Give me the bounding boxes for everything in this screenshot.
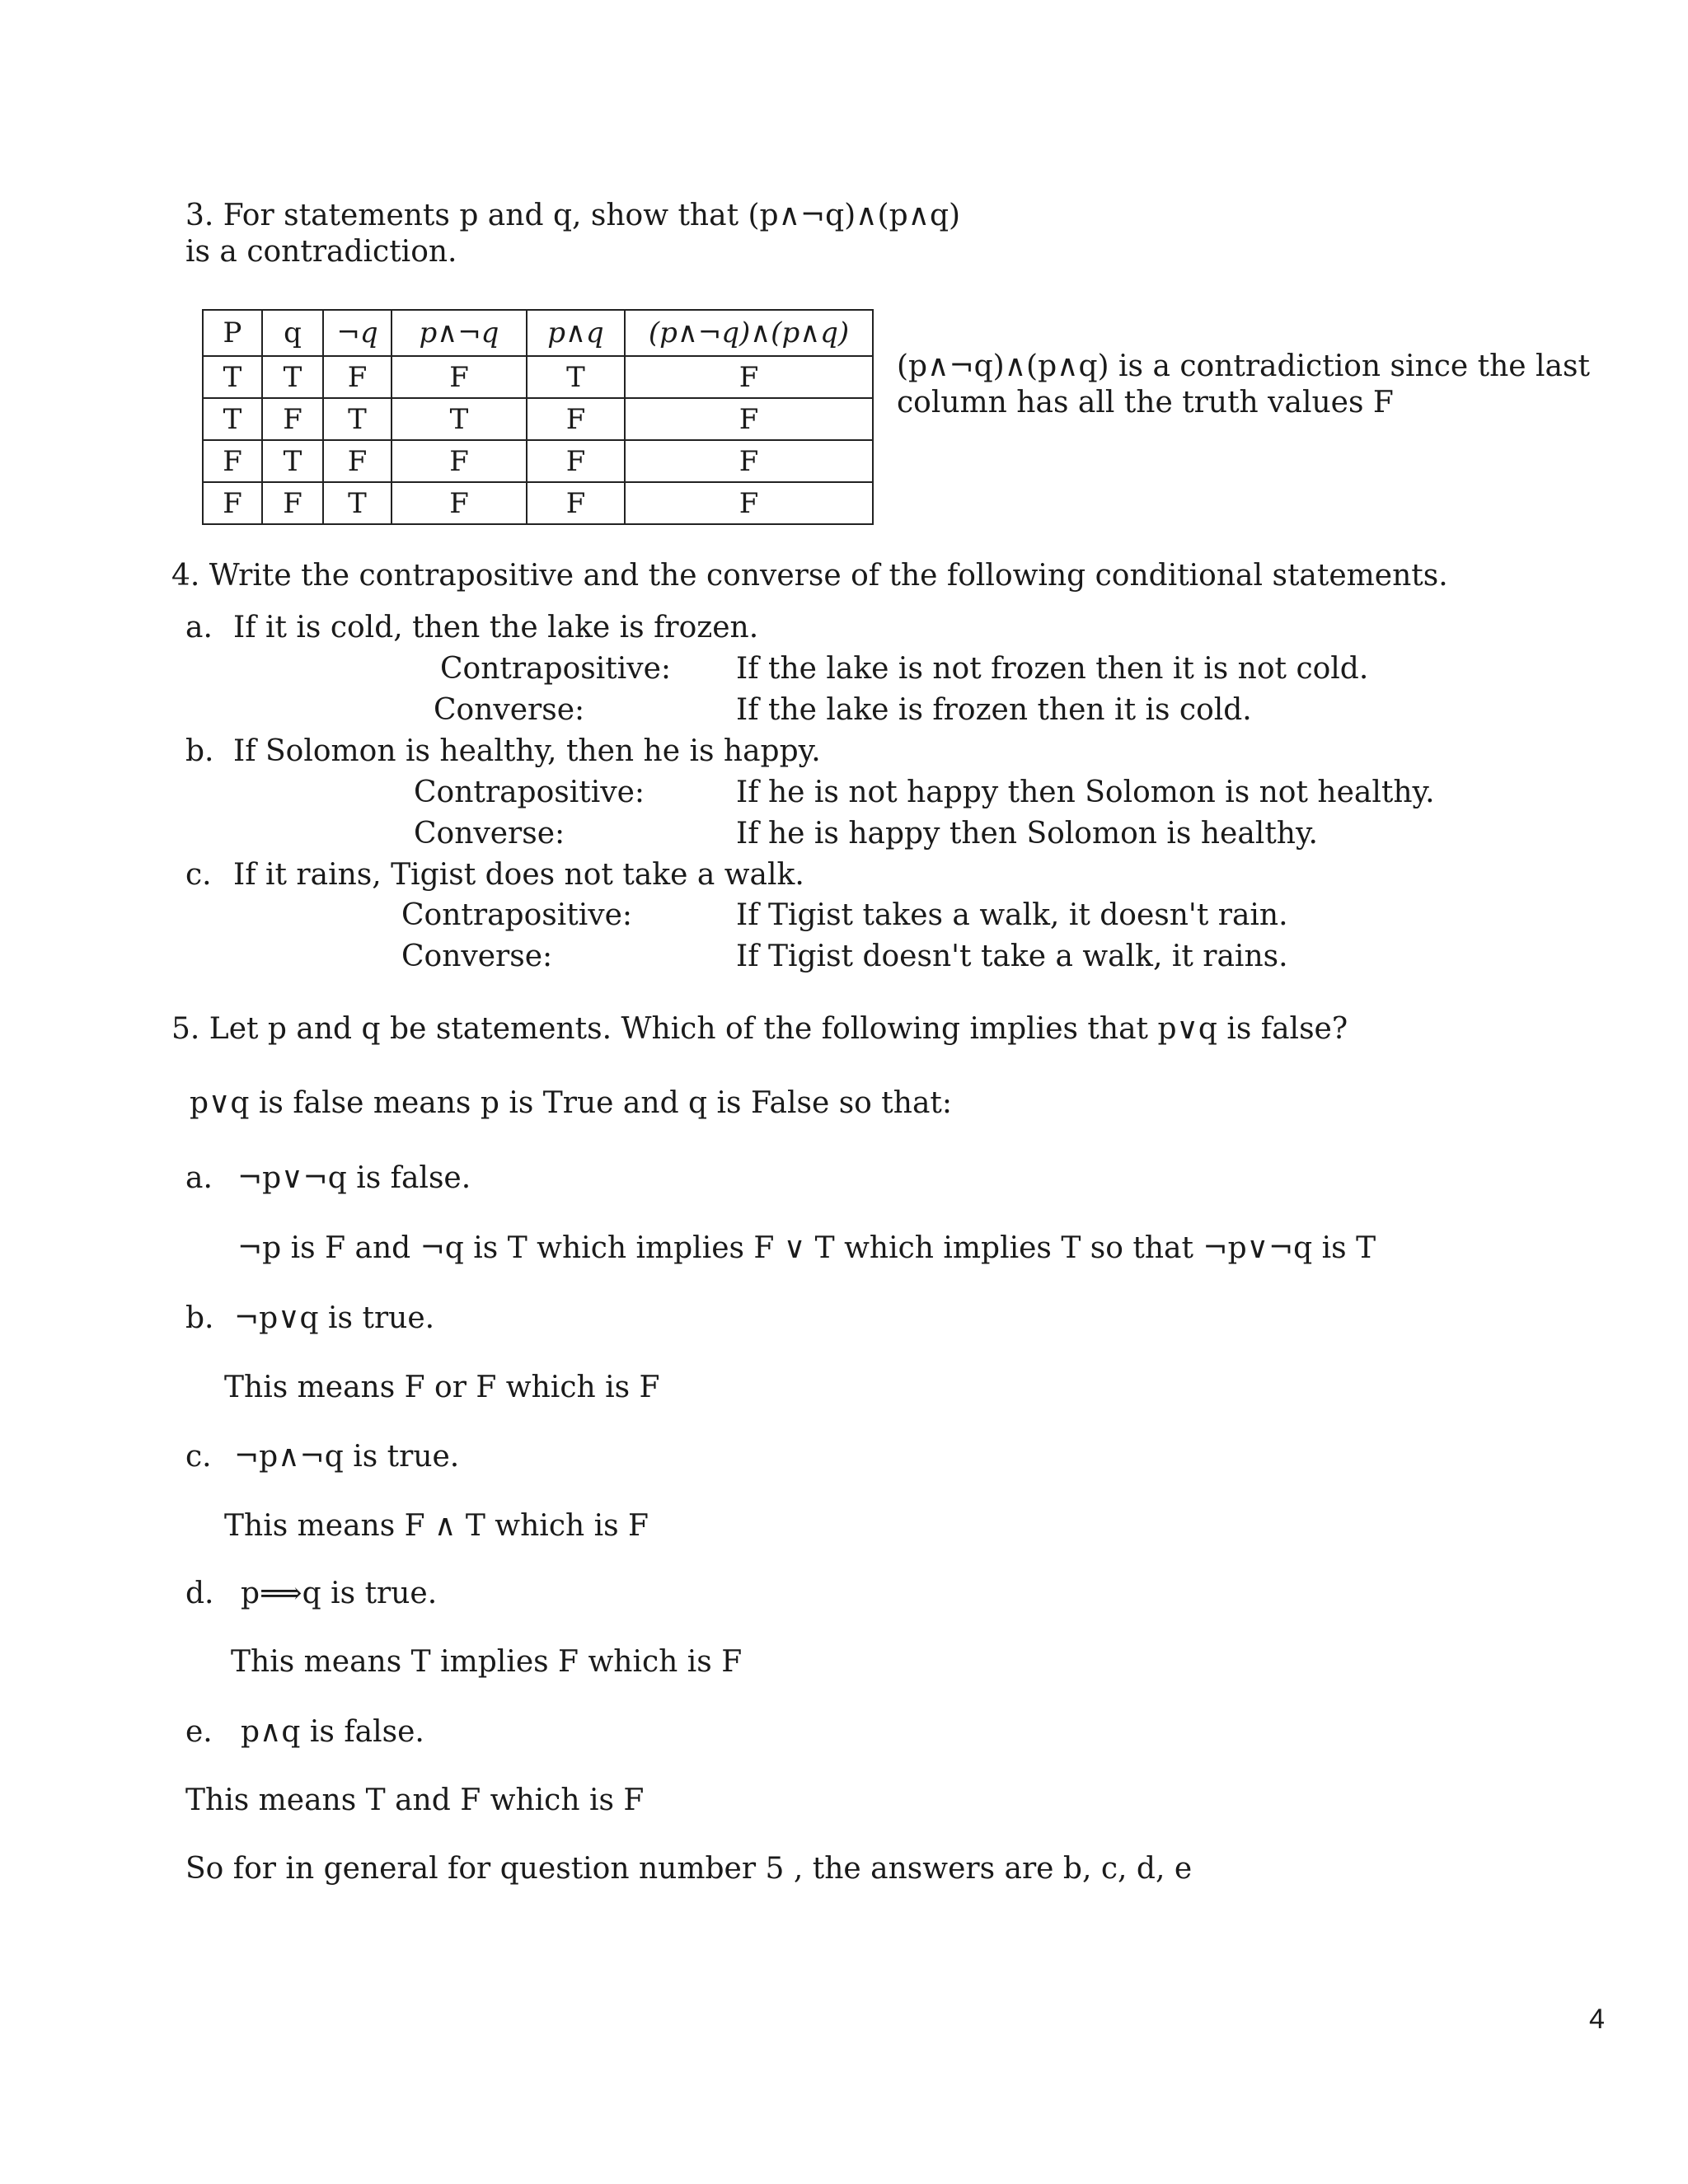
table-cell: T bbox=[323, 482, 392, 524]
header-cell: p∧¬q bbox=[392, 310, 527, 356]
q5d-answer: This means T implies F which is F bbox=[231, 1645, 743, 1679]
q5e-answer: This means T and F which is F bbox=[185, 1783, 645, 1817]
q5c-letter: c. bbox=[185, 1440, 212, 1474]
q4a-statement: If it is cold, then the lake is frozen. bbox=[233, 611, 759, 644]
table-cell: F bbox=[625, 398, 873, 440]
table-cell: T bbox=[527, 356, 625, 398]
table-row bbox=[203, 356, 873, 398]
table-row bbox=[203, 440, 873, 482]
q4a-converse-label: Converse: bbox=[434, 693, 585, 727]
table-cell: F bbox=[392, 440, 527, 482]
q4b-contrapositive-label: Contrapositive: bbox=[414, 776, 645, 809]
q4b-converse-label: Converse: bbox=[414, 817, 565, 851]
q5d-letter: d. bbox=[185, 1577, 214, 1610]
q4b-converse: If he is happy then Solomon is healthy. bbox=[736, 817, 1318, 851]
table-cell: F bbox=[527, 482, 625, 524]
table-cell: F bbox=[527, 440, 625, 482]
q4c-converse: If Tigist doesn't take a walk, it rains. bbox=[736, 940, 1288, 973]
q5-intro: p∨q is false means p is True and q is False so that: bbox=[190, 1086, 953, 1120]
q4a-contrapositive: If the lake is not frozen then it is not cold. bbox=[736, 652, 1369, 686]
header-cell: P bbox=[203, 310, 262, 356]
q5d-statement: p⟹q is true. bbox=[241, 1577, 438, 1610]
q5b-letter: b. bbox=[185, 1301, 214, 1335]
q5e-letter: e. bbox=[185, 1715, 213, 1749]
table-cell: F bbox=[203, 440, 262, 482]
q5-title: 5. Let p and q be statements. Which of the following implies that p∨q is false? bbox=[171, 1012, 1348, 1046]
header-cell: ¬q bbox=[323, 310, 392, 356]
q5a-answer: ¬p is F and ¬q is T which implies F ∨ T which implies T so that ¬p∨¬q is T bbox=[237, 1231, 1376, 1265]
header-cell: (p∧¬q)∧(p∧q) bbox=[625, 310, 873, 356]
table-cell: F bbox=[262, 482, 323, 524]
q4b-statement: If Solomon is healthy, then he is happy. bbox=[233, 734, 821, 768]
q4c-converse-label: Converse: bbox=[401, 940, 553, 973]
q4b-letter: b. bbox=[185, 734, 214, 768]
q5e-statement: p∧q is false. bbox=[241, 1715, 424, 1749]
q5c-statement: ¬p∧¬q is true. bbox=[234, 1440, 460, 1474]
table-cell: F bbox=[392, 482, 527, 524]
q3-note-line2: column has all the truth values F bbox=[897, 386, 1394, 419]
table-cell: T bbox=[203, 356, 262, 398]
q4c-statement: If it rains, Tigist does not take a walk. bbox=[233, 858, 804, 892]
q5b-statement: ¬p∨q is true. bbox=[234, 1301, 435, 1335]
q5-conclusion: So for in general for question number 5 , the answers are b, c, d, e bbox=[185, 1852, 1193, 1886]
q4c-contrapositive-label: Contrapositive: bbox=[401, 898, 633, 932]
q5a-letter: a. bbox=[185, 1161, 213, 1195]
table-cell: F bbox=[203, 482, 262, 524]
page-number: 4 bbox=[1589, 2004, 1605, 2035]
table-cell: F bbox=[625, 356, 873, 398]
q4c-contrapositive: If Tigist takes a walk, it doesn't rain. bbox=[736, 898, 1288, 932]
header-cell: p∧q bbox=[527, 310, 625, 356]
table-cell: F bbox=[323, 356, 392, 398]
table-cell: T bbox=[203, 398, 262, 440]
q4a-letter: a. bbox=[185, 611, 213, 644]
truth-table bbox=[202, 309, 874, 525]
q3-prompt-line1: 3. For statements p and q, show that (p∧¬q)∧(p∧q) bbox=[185, 199, 961, 232]
q3-prompt-line2: is a contradiction. bbox=[185, 235, 457, 269]
table-cell: F bbox=[392, 356, 527, 398]
q4a-converse: If the lake is frozen then it is cold. bbox=[736, 693, 1252, 727]
q4c-letter: c. bbox=[185, 858, 212, 892]
q4-title: 4. Write the contrapositive and the converse of the following conditional statements. bbox=[171, 559, 1448, 593]
table-cell: F bbox=[625, 482, 873, 524]
header-cell: q bbox=[262, 310, 323, 356]
table-row bbox=[203, 398, 873, 440]
q5a-statement: ¬p∨¬q is false. bbox=[237, 1161, 471, 1195]
table-cell: T bbox=[323, 398, 392, 440]
table-row bbox=[203, 482, 873, 524]
q4b-contrapositive: If he is not happy then Solomon is not healthy. bbox=[736, 776, 1435, 809]
q3-note-line1: (p∧¬q)∧(p∧q) is a contradiction since the last bbox=[897, 349, 1590, 383]
table-cell: T bbox=[262, 440, 323, 482]
table-cell: F bbox=[527, 398, 625, 440]
table-cell: F bbox=[323, 440, 392, 482]
q5c-answer: This means F ∧ T which is F bbox=[224, 1509, 649, 1543]
q5b-answer: This means F or F which is F bbox=[224, 1371, 660, 1404]
truth-table-header-row bbox=[203, 310, 873, 356]
table-cell: T bbox=[262, 356, 323, 398]
table-cell: F bbox=[625, 440, 873, 482]
q4a-contrapositive-label: Contrapositive: bbox=[440, 652, 672, 686]
table-cell: T bbox=[392, 398, 527, 440]
table-cell: F bbox=[262, 398, 323, 440]
